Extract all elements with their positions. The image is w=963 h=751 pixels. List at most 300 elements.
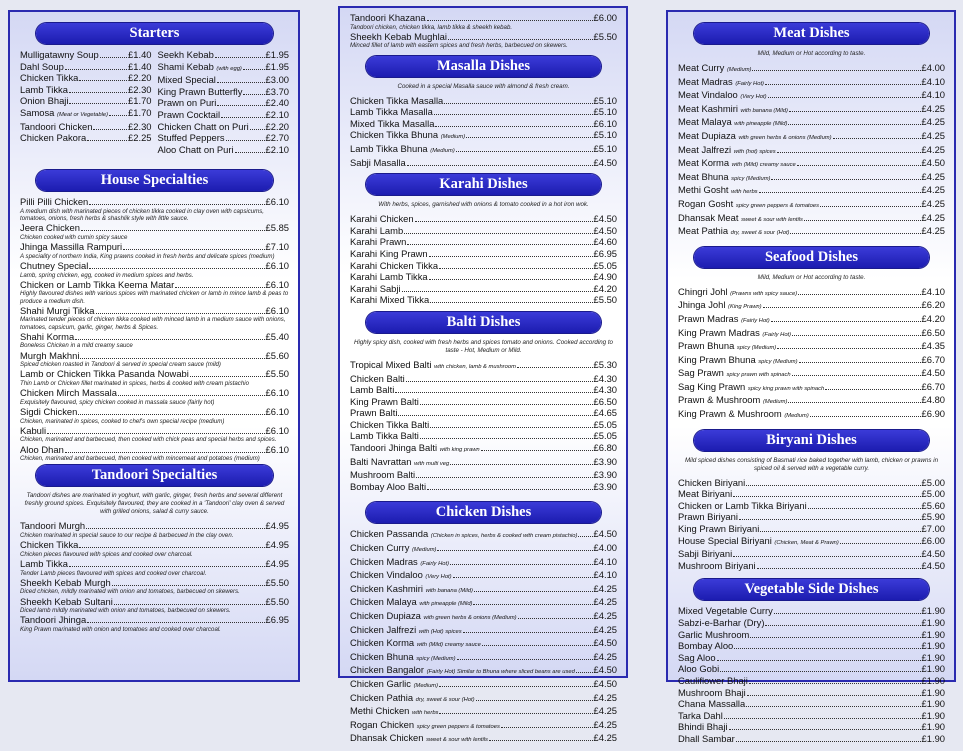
- menu-item-row: [678, 699, 945, 710]
- menu-item-price: £5.00: [921, 488, 945, 500]
- menu-item-price: £1.40: [128, 49, 152, 60]
- menu-item: [678, 478, 945, 489]
- menu-item-price: £5.10: [593, 94, 617, 106]
- karahi-list: [350, 214, 617, 306]
- item-name-text: Chicken Malaya: [350, 596, 417, 608]
- menu-panel-middle: [338, 6, 628, 744]
- menu-item-price: £5.50: [593, 30, 617, 42]
- menu-item-price: £2.20: [265, 120, 289, 132]
- menu-item-row: [350, 529, 617, 542]
- dot-leader: [457, 659, 593, 660]
- menu-item-price: £4.50: [593, 637, 617, 649]
- menu-item: [350, 13, 617, 31]
- veg-list: [678, 606, 945, 744]
- menu-item-price: £4.95: [265, 539, 289, 551]
- item-name-text: Chicken Biriyani: [678, 476, 746, 488]
- dot-leader: [752, 70, 920, 71]
- item-note: (Fairly Hot): [735, 80, 764, 87]
- menu-item-price: £6.00: [921, 534, 945, 546]
- menu-item: [350, 249, 617, 260]
- menu-item: [678, 618, 945, 629]
- menu-item-name: [350, 261, 438, 272]
- menu-item-name: [350, 237, 406, 248]
- menu-item: [350, 119, 617, 130]
- menu-item-price: £5.85: [265, 222, 289, 234]
- menu-item-price: £6.10: [265, 424, 289, 436]
- menu-item-name: [350, 130, 465, 143]
- item-name-text: Meat Malaya: [678, 116, 732, 128]
- item-name-text: Dahl Soup: [20, 60, 64, 72]
- menu-item: [678, 287, 945, 300]
- item-name-text: Chutney Special: [20, 259, 89, 271]
- dot-leader: [733, 556, 920, 557]
- masalla-list: [350, 96, 617, 169]
- dot-leader: [474, 591, 593, 592]
- menu-item: [158, 122, 290, 133]
- menu-item-price: £1.90: [921, 651, 945, 663]
- menu-item: [350, 570, 617, 583]
- menu-item: [678, 711, 945, 722]
- menu-item: [678, 328, 945, 341]
- menu-item-price: £4.25: [593, 582, 617, 594]
- menu-item-description: Chicken marinated in special sauce to our recipe & barbecued in the clay oven.: [20, 531, 234, 539]
- menu-item-price: £6.95: [265, 614, 289, 626]
- menu-item-name: [350, 96, 443, 107]
- item-note: spicy (Medium): [736, 345, 777, 352]
- menu-item-price: £1.90: [921, 732, 945, 744]
- menu-item-price: £4.25: [921, 116, 945, 128]
- menu-item: [678, 653, 945, 664]
- menu-item-row: [350, 284, 617, 295]
- dot-leader: [473, 604, 592, 605]
- dot-leader: [175, 287, 264, 288]
- menu-item: [20, 407, 289, 425]
- menu-item-row: [20, 426, 289, 437]
- menu-item-name: [20, 108, 108, 121]
- menu-item-price: £1.90: [921, 709, 945, 721]
- menu-item-name: [350, 570, 452, 583]
- item-note: sweet & sour with lentils: [741, 216, 803, 223]
- item-name-text: Rogan Gosht: [678, 197, 734, 209]
- dot-leader: [833, 138, 921, 139]
- menu-item-row: [20, 108, 152, 121]
- menu-item-row: [678, 409, 945, 422]
- menu-item-row: [350, 158, 617, 169]
- dot-leader: [109, 115, 127, 116]
- item-name-text: Chicken Korma: [350, 637, 415, 649]
- menu-item-description: A medium dish with marinated pieces of chicken tikka cooked in clay oven with capsicums, tomatoes, onions, fresh herbs & shashlik style with little sauce.: [20, 207, 264, 223]
- menu-item-description: Lamb, spring chicken, egg, cooked in medium spices and herbs.: [20, 271, 194, 279]
- menu-item-name: [350, 385, 394, 396]
- menu-item-name: [20, 62, 64, 73]
- menu-item: [20, 615, 289, 633]
- menu-item-price: £4.50: [593, 224, 617, 236]
- menu-item-row: [350, 557, 617, 570]
- item-name-text: Mulligatawny Soup: [20, 49, 99, 60]
- dot-leader: [100, 57, 127, 58]
- menu-item-name: [678, 653, 716, 664]
- menu-item: [20, 85, 152, 96]
- dot-leader: [456, 151, 593, 152]
- menu-item-name: [678, 287, 797, 300]
- menu-item-row: [678, 676, 945, 687]
- menu-item-name: [350, 249, 428, 260]
- dot-leader: [517, 367, 593, 368]
- menu-item-row: [158, 62, 290, 75]
- item-name-text: Mushroom Balti: [350, 469, 416, 481]
- item-note: (Fairly Hot) Similar to Bhuna where sliced beans are used: [426, 669, 575, 676]
- item-note: with banana (Mild): [425, 587, 473, 594]
- dot-leader: [439, 713, 592, 714]
- dot-leader: [482, 645, 593, 646]
- item-note: spicy green peppers & tomatoes: [735, 202, 819, 209]
- dot-leader: [788, 124, 920, 125]
- menu-item: [678, 630, 945, 641]
- menu-item: [678, 606, 945, 617]
- menu-item-name: [678, 489, 732, 500]
- menu-item-price: £4.10: [593, 555, 617, 567]
- menu-item-price: £6.95: [593, 247, 617, 259]
- menu-item-row: [678, 561, 945, 572]
- veg-heading: Vegetable Side Dishes: [694, 579, 929, 600]
- dot-leader: [439, 268, 592, 269]
- menu-item-price: £6.10: [593, 117, 617, 129]
- house-heading: House Specialties: [36, 170, 273, 191]
- item-name-text: Chicken Jalfrezi: [350, 623, 417, 635]
- item-name-text: Bombay Aloo: [678, 640, 734, 652]
- menu-item-price: £6.50: [921, 326, 945, 338]
- menu-item: [350, 470, 617, 481]
- item-name-text: Shahi Korma: [20, 330, 75, 342]
- menu-item-name: [350, 360, 516, 373]
- item-name-text: Tandoori Murgh: [20, 520, 86, 532]
- menu-item-row: [20, 261, 289, 272]
- dot-leader: [439, 686, 592, 687]
- item-name-text: Sag Prawn: [678, 367, 724, 379]
- dot-leader: [416, 477, 592, 478]
- menu-item-price: £5.10: [593, 129, 617, 141]
- dot-leader: [799, 362, 921, 363]
- menu-item-price: £6.10: [265, 278, 289, 290]
- menu-item: [350, 431, 617, 442]
- menu-item-row: [350, 272, 617, 283]
- item-note: with (Mild) creamy sauce: [731, 162, 796, 169]
- menu-item-name: [678, 630, 749, 641]
- menu-item: [678, 512, 945, 523]
- item-name-text: Mushroom Bhaji: [678, 686, 746, 698]
- menu-item-price: £4.35: [921, 340, 945, 352]
- menu-item-name: [678, 606, 773, 617]
- menu-item-price: £4.25: [921, 102, 945, 114]
- menu-item-row: [350, 107, 617, 118]
- dot-leader: [825, 389, 920, 390]
- menu-item-price: £5.30: [593, 358, 617, 370]
- menu-item-name: [678, 664, 719, 675]
- item-note: with (Mild) creamy sauce: [416, 642, 481, 649]
- menu-item-name: [20, 73, 78, 84]
- menu-item-description: Chicken cooked with cumin spicy sauce: [20, 233, 128, 241]
- item-name-text: Chicken Tikka Masalla: [350, 94, 444, 106]
- item-name-text: Methi Gosht: [678, 184, 729, 196]
- menu-item-name: [20, 306, 95, 317]
- dot-leader: [749, 683, 921, 684]
- dot-leader: [765, 625, 920, 626]
- starters-col-right: [158, 50, 290, 156]
- item-name-text: Sag Aloo: [678, 651, 716, 663]
- item-name-text: Chicken Kashmiri: [350, 582, 423, 594]
- item-note: spicy prawn with spinach: [726, 372, 791, 379]
- menu-item: [678, 226, 945, 239]
- menu-item: [678, 213, 945, 226]
- item-name-text: Chingri Johl: [678, 285, 728, 297]
- menu-item: [678, 172, 945, 185]
- menu-item-price: £5.50: [265, 576, 289, 588]
- dot-leader: [69, 103, 127, 104]
- menu-item: [678, 341, 945, 354]
- balti-heading: Balti Dishes: [366, 312, 601, 333]
- menu-item-price: £4.25: [593, 623, 617, 635]
- menu-item-row: [20, 597, 289, 608]
- item-name-text: Dhall Sambar: [678, 732, 735, 744]
- item-name-text: Shahi Murgi Tikka: [20, 304, 95, 316]
- item-note: with green herbs & onions (Medium): [423, 615, 517, 621]
- item-note: with pineapple (Mild): [734, 121, 788, 128]
- menu-item-row: [678, 300, 945, 313]
- menu-item: [678, 641, 945, 652]
- menu-item-name: [350, 443, 480, 456]
- menu-item: [678, 536, 945, 549]
- menu-item: [678, 395, 945, 408]
- menu-item-name: [678, 131, 832, 144]
- menu-item-row: [678, 536, 945, 549]
- menu-item-description: Diced chicken, mildly marinated with onion and tomatoes, barbecued on skewers.: [20, 588, 240, 596]
- menu-item: [350, 625, 617, 638]
- dot-leader: [757, 568, 921, 569]
- item-name-text: Aloo Gobi: [678, 663, 720, 675]
- menu-item-description: King Prawn marinated with onion and tomatoes and cooked over charcoal.: [20, 625, 221, 633]
- menu-item-price: £4.30: [593, 384, 617, 396]
- menu-item-price: £5.05: [593, 430, 617, 442]
- menu-item-name: [350, 119, 434, 130]
- dot-leader: [243, 69, 265, 70]
- dot-leader: [402, 291, 593, 292]
- menu-item-row: [678, 641, 945, 652]
- item-note: with multi veg: [414, 460, 450, 467]
- dot-leader: [250, 129, 265, 130]
- menu-item-name: [678, 158, 796, 171]
- menu-item-row: [678, 131, 945, 144]
- menu-item-price: £3.70: [265, 85, 289, 97]
- menu-item-row: [678, 734, 945, 745]
- menu-item-row: [20, 388, 289, 399]
- menu-item: [350, 420, 617, 431]
- dot-leader: [792, 375, 921, 376]
- item-note: (Prawns with spicy sauce): [730, 290, 798, 297]
- dot-leader: [86, 528, 264, 529]
- menu-item: [678, 145, 945, 158]
- item-note: with pineapple (Mild): [419, 601, 473, 608]
- menu-item: [678, 300, 945, 313]
- menu-item-price: £4.00: [921, 62, 945, 73]
- menu-item: [350, 652, 617, 665]
- menu-item: [678, 185, 945, 198]
- menu-item-row: [350, 457, 617, 470]
- menu-item-name: [678, 172, 770, 185]
- menu-item: [158, 62, 290, 75]
- menu-item-row: [158, 133, 290, 144]
- menu-item-description: Chicken, marinated and barbecued, then cooked with chick peas and special herbs and spices.: [20, 436, 277, 444]
- menu-item: [350, 693, 617, 706]
- menu-item-price: £4.50: [921, 548, 945, 560]
- menu-item-row: [20, 521, 289, 532]
- menu-item-name: [678, 368, 791, 381]
- menu-item: [20, 96, 152, 107]
- dot-leader: [96, 313, 265, 314]
- menu-item-price: £3.00: [265, 74, 289, 86]
- menu-item-description: Tandoori chicken, chicken tikka, lamb tikka & sheekh kebab.: [350, 23, 513, 31]
- menu-item-row: [350, 652, 617, 665]
- menu-item: [678, 409, 945, 422]
- menu-item: [350, 733, 617, 746]
- dot-leader: [729, 729, 921, 730]
- menu-item-row: [678, 395, 945, 408]
- menu-item-price: £5.00: [921, 476, 945, 488]
- dot-leader: [420, 404, 593, 405]
- menu-item: [158, 75, 290, 86]
- menu-item-name: [158, 133, 225, 144]
- menu-item: [678, 368, 945, 381]
- item-name-text: Chicken Curry: [350, 542, 410, 554]
- menu-item-row: [678, 688, 945, 699]
- meat-intro: Mild, Medium or Hot according to taste.: [757, 50, 866, 57]
- menu-item-name: [678, 355, 798, 368]
- menu-item-price: £1.90: [921, 628, 945, 640]
- menu-item-row: [350, 443, 617, 456]
- menu-panel-left: [8, 10, 300, 682]
- menu-item-row: [158, 145, 290, 156]
- dot-leader: [777, 348, 920, 349]
- chicken-list: [350, 529, 617, 746]
- menu-item: [678, 734, 945, 745]
- item-name-text: Chana Massalla: [678, 698, 746, 710]
- menu-item-row: [678, 63, 945, 76]
- menu-item-row: [350, 420, 617, 431]
- menu-item-price: £1.70: [128, 95, 152, 107]
- menu-item-price: £6.10: [265, 259, 289, 271]
- menu-item-row: [350, 470, 617, 481]
- menu-item-row: [678, 382, 945, 395]
- item-note: dry, sweet & sour (Hot): [415, 696, 475, 703]
- menu-item-price: £5.60: [265, 349, 289, 361]
- dot-leader: [453, 577, 593, 578]
- menu-item-row: [158, 75, 290, 86]
- item-note: dry, sweet & sour (Hot): [730, 230, 790, 237]
- menu-item-price: £4.50: [921, 559, 945, 571]
- menu-item-price: £5.60: [921, 499, 945, 511]
- menu-item: [350, 284, 617, 295]
- menu-item-price: £6.10: [265, 443, 289, 455]
- menu-item-row: [20, 540, 289, 551]
- menu-item: [678, 355, 945, 368]
- menu-item-row: [678, 501, 945, 512]
- dot-leader: [444, 103, 592, 104]
- menu-item-row: [350, 360, 617, 373]
- menu-item-row: [350, 249, 617, 260]
- item-name-text: Kabuli: [20, 424, 47, 436]
- dot-leader: [717, 660, 921, 661]
- menu-item-name: [350, 611, 517, 624]
- menu-item-price: £1.90: [921, 605, 945, 617]
- item-name-text: Chicken Bhuna: [350, 650, 414, 662]
- item-name-text: Chicken Mirch Massala: [20, 387, 117, 399]
- item-name-text: Lamb or Chicken Tikka Pasanda Nowabi: [20, 368, 189, 380]
- menu-item-row: [158, 122, 290, 133]
- item-name-text: Rogan Chicken: [350, 718, 415, 730]
- dot-leader: [112, 585, 265, 586]
- item-name-text: Karahi Mixed Tikka: [350, 294, 430, 306]
- dot-leader: [429, 256, 593, 257]
- item-name-text: Jeera Chicken: [20, 222, 80, 234]
- dot-leader: [420, 438, 593, 439]
- menu-item-price: £4.50: [593, 677, 617, 689]
- menu-item: [158, 110, 290, 121]
- dot-leader: [771, 321, 921, 322]
- menu-item: [20, 540, 289, 558]
- meat-list: [678, 63, 945, 239]
- menu-item-price: £2.25: [128, 132, 152, 144]
- dot-leader: [89, 204, 264, 205]
- item-note: sweet & sour with lentils: [426, 737, 488, 744]
- dot-leader: [724, 718, 921, 719]
- item-name-text: Lamb Tikka: [20, 83, 68, 95]
- item-name-text: Mixed Special: [157, 74, 216, 86]
- item-note: (Fairly Hot): [741, 317, 770, 324]
- menu-item: [350, 597, 617, 610]
- menu-item-name: [20, 597, 113, 608]
- menu-item-name: [350, 693, 475, 706]
- menu-item-row: [350, 733, 617, 746]
- menu-item-price: £4.10: [921, 75, 945, 87]
- dot-leader: [578, 536, 592, 537]
- item-name-text: Meat Korma: [678, 157, 730, 169]
- item-name-text: Tandoori Jhinga Balti: [350, 442, 438, 454]
- dot-leader: [395, 392, 592, 393]
- menu-item-price: £1.90: [921, 617, 945, 628]
- menu-item-name: [350, 665, 575, 678]
- menu-item-name: [350, 420, 429, 431]
- item-note: with banana (Mild): [740, 107, 788, 114]
- menu-item-name: [350, 158, 406, 169]
- dot-leader: [435, 126, 592, 127]
- dot-leader: [114, 604, 265, 605]
- menu-item-row: [678, 606, 945, 617]
- dot-leader: [427, 489, 592, 490]
- dot-leader: [481, 450, 593, 451]
- dot-leader: [840, 543, 921, 544]
- biryani-list: [678, 478, 945, 572]
- item-name-text: Chicken Pakora: [20, 132, 87, 144]
- menu-item-name: [678, 395, 787, 408]
- item-name-text: Chicken Chatt on Puri: [157, 120, 249, 132]
- menu-item-price: £4.80: [921, 394, 945, 406]
- menu-item-price: £7.10: [265, 241, 289, 253]
- item-name-text: Karahi Chicken Tikka: [350, 259, 439, 271]
- menu-item-price: £5.05: [593, 259, 617, 271]
- menu-item-price: £2.70: [265, 132, 289, 144]
- menu-item-row: [678, 489, 945, 500]
- item-name-text: King Prawn Balti: [350, 395, 419, 407]
- item-note: (King Prawn): [728, 304, 762, 311]
